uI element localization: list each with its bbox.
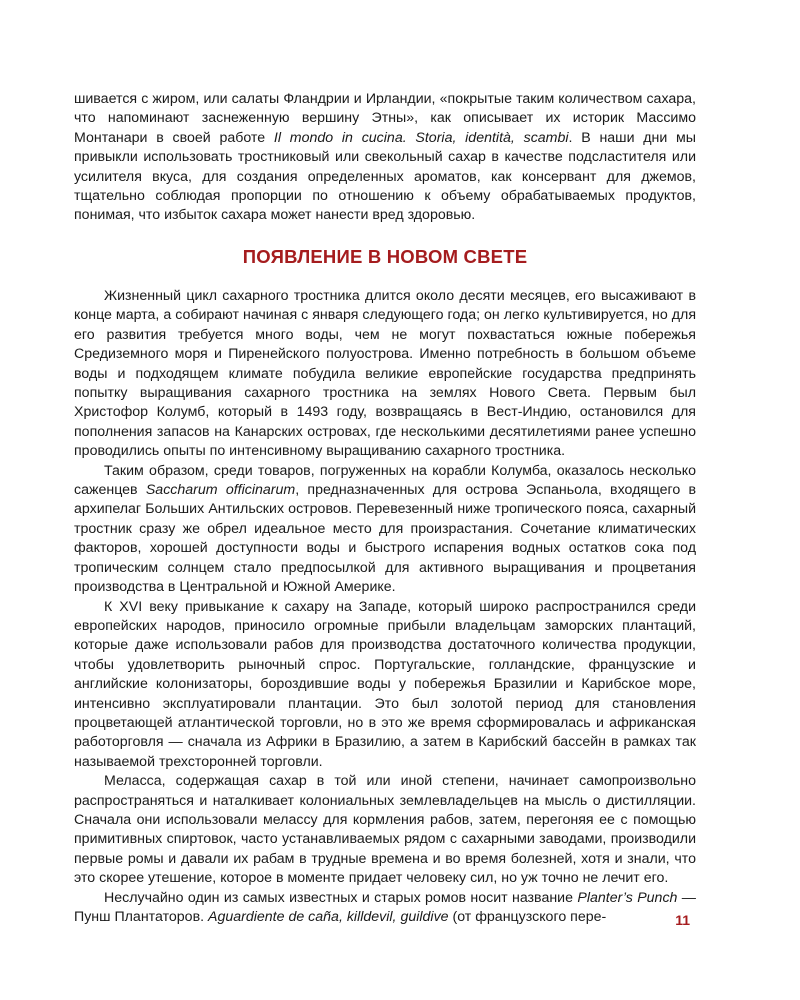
latin-term-italic: Saccharum officinarum <box>145 482 296 499</box>
paragraph-3: К XVI веку привыкание к сахару на Западе, который широко распространился среди европейских народов, приносило огромные прибыли владельцам заморских плантаций, которые даже использовали рабов для производства достаточного количества продукции, чтобы удовлетворить рыночный спрос. Португальские, голландские, французские и английские колонизаторы, бороздившие воды у побережья Бразилии и Карибское море, интенсивно эксплуатировали плантации. Это был золотой период для становления процветающей атлантической торговли, но в это же время сформировалась и африканская работорговля — сначала из Африки в Бразилию, а затем в Карибский бассейн в рамках так называемой трехсторонней торговли. <box>74 598 696 770</box>
paragraph-5-start: Неслучайно один из самых известных и старых ромов носит название <box>104 889 578 906</box>
paragraph-5 <box>74 889 696 928</box>
intro-paragraph <box>74 90 696 226</box>
paragraph-2 <box>74 462 696 598</box>
section-heading: ПОЯВЛЕНИЕ В НОВОМ СВЕТЕ <box>242 246 528 267</box>
paragraph-5-end: (от французского пере- <box>448 909 607 925</box>
paragraph-1: Жизненный цикл сахарного тростника длится около десяти месяцев, его высаживают в конце марта, а собирают начиная с января следующего года; он легко культивируется, но для его развития требуется много воды, чем не могут похвастаться южные побережья Средиземного моря и Пиренейского полуострова. Именно потребность в большом объеме воды и подходящем климате побудила великие европейские государства предпринять попытку выращивания сахарного тростника на землях Нового Света. Первым был Христофор Колумб, который в 1493 году, возвращаясь в Вест-Индию, остановился для пополнения запасов на Канарских островах, где несколькими десятилетиями ранее успешно проводились опыты по интенсивному выращиванию сахарного тростника. <box>74 288 696 460</box>
paragraph-2-start: Таким образом, среди товаров, погруженных на корабли Колумба, оказалось несколько саженцев <box>74 462 696 499</box>
rum-name-italic: Planter’s Punch <box>577 889 678 906</box>
book-title-italic: Il mondo in cucina. Storia, identità, scambi <box>273 129 569 146</box>
intro-text <box>74 90 696 226</box>
paragraph-5-middle: — Пунш Плантаторов. <box>74 889 696 925</box>
section-body <box>74 287 696 927</box>
paragraph-2-end: , предназначенных для острова Эспаньола, входящего в архипелаг Больших Антильских островов. Перевезенный ниже тропического пояса, сахарный тростник сразу же обрел идеальное место для произрастания. Сочетание климатических факторов, хорошей доступности воды и быстрого испарения водных остатков сока под тропическим солнцем стало предпосылкой для активного выращивания и процветания производства в Центральной и Южной Америке. <box>74 482 696 596</box>
intro-text-start: шивается с жиром, или салаты Фландрии и Ирландии, «покрытые таким количеством сахара, что напоминают заснеженную вершину Этны», как описывает их историк Массимо Монтанари в своей работе <box>74 91 696 146</box>
spirit-names-italic: Aguardiente de caña, killdevil, guildive <box>208 909 449 925</box>
paragraph-4: Меласса, содержащая сахар в той или иной степени, начинает самопроизвольно распространяться и наталкивает колониальных землевладельцев на мысль о дистилляции. Сначала они использовали мелассу для кормления рабов, затем, перегоняя ее с помощью примитивных спиртовок, часто устанавливаемых рядом с сахарными заводами, производили первые ромы и давали их рабам в трудные времена и во время болезней, хотя и знали, что это скорее утешение, которое в моменте придает человеку сил, но уж точно не лечит его. <box>74 773 696 887</box>
page-number: 11 <box>675 912 690 928</box>
intro-text-end: . В наши дни мы привыкли использовать тростниковый или свекольный сахар в качестве подсластителя или усилителя вкуса, для создания определенных ароматов, как консервант для джемов, тщательно соблюдая пропорции по отношению к объему обрабатываемых продуктов, понимая, что избыток сахара может нанести вред здоровью. <box>74 129 696 224</box>
